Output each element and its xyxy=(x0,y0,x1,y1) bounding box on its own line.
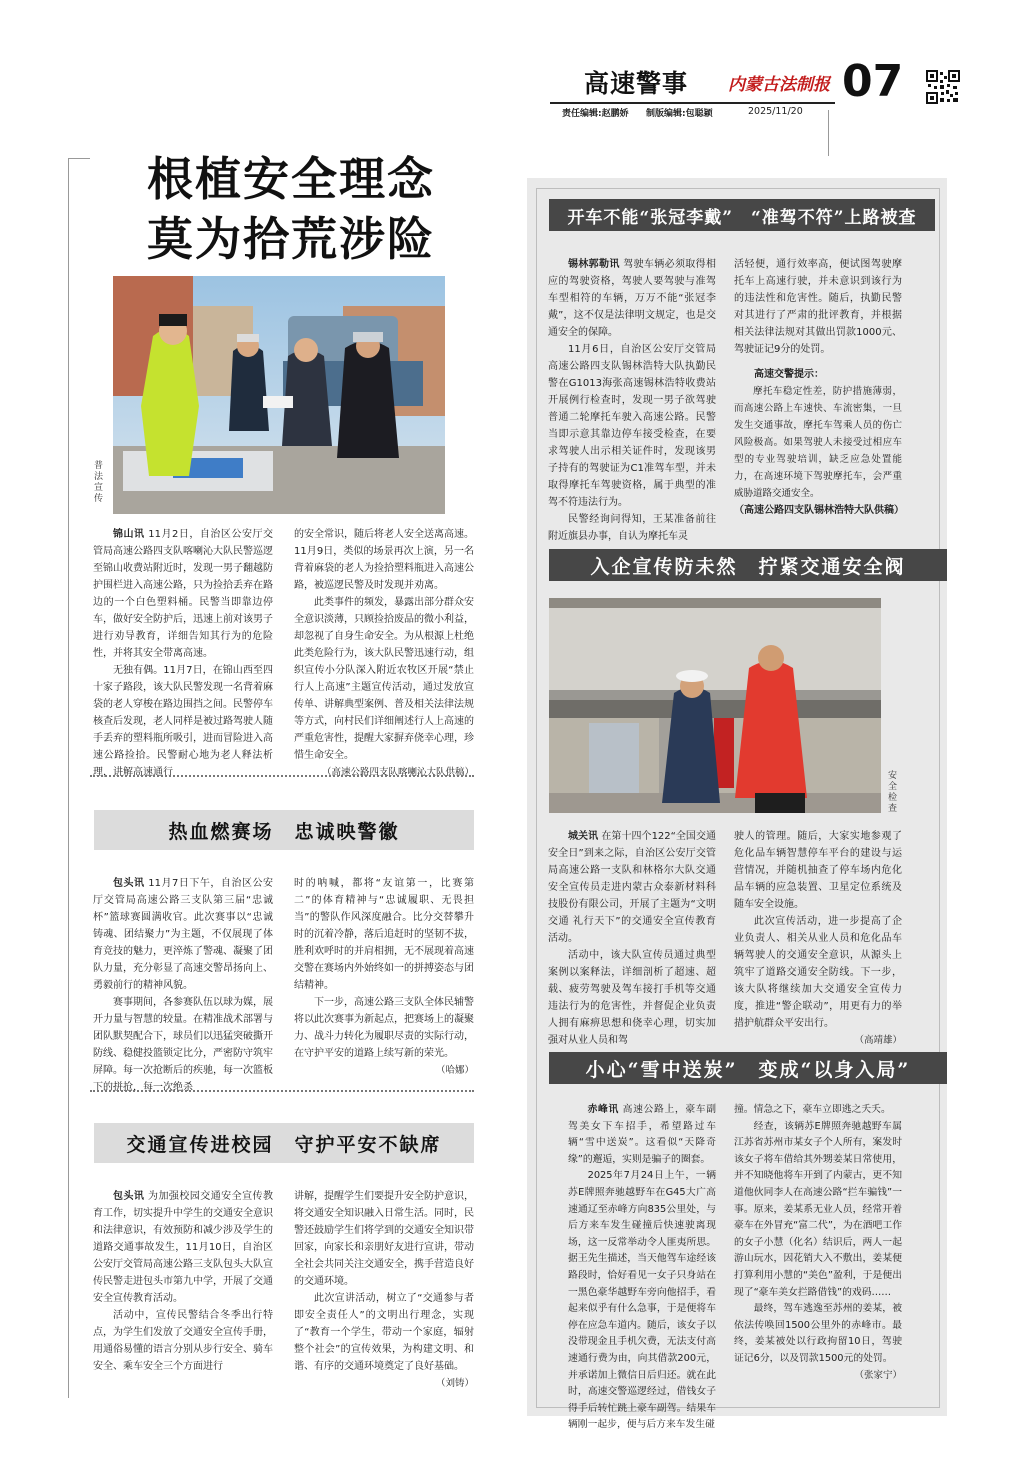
byline: 赤峰讯 xyxy=(587,1104,619,1115)
byline: 包头讯 xyxy=(113,1191,145,1202)
paragraph: 撞。情急之下，豪车立即逃之夭夭。 xyxy=(734,1104,891,1115)
credit: （高靖雄） xyxy=(854,1035,902,1046)
snow-col1 xyxy=(568,1102,716,1434)
paragraph: 最终，驾车逃逸至苏州的姜某，被依法传唤回1500公里外的赤峰市。最终，姜某被处以行政拘留10日，驾驶证记6分，以及罚款1500元的处罚。 xyxy=(734,1303,902,1364)
qr-code xyxy=(926,70,960,104)
paragraph: 驾驶车辆必须取得相应的驾驶资格，驾驶人要驾驶与准驾车型相符的车辆，万万不能“张冠李戴”，这不仅是法律明文规定，也是交通安全的保障。 xyxy=(548,259,716,338)
photo-caption-legal: 普法宣传 xyxy=(92,460,102,504)
school-headline: 交通宣传进校园 守护平安不缺席 xyxy=(94,1123,474,1163)
layout-editor: 制版编辑:包聪颖 xyxy=(646,109,713,119)
sport-col2 xyxy=(294,875,474,1079)
divider-dotted xyxy=(90,1090,474,1092)
paragraph: 的安全常识，随后将老人安全送离高速。11月9日，类似的场景再次上演，另一名背着麻袋的老人为捡拾塑料瓶进入高速公路，被巡逻民警及时发现并劝离。 xyxy=(294,529,474,591)
tip-title: 高速交警提示： xyxy=(754,369,824,380)
paragraph: 为加强校园交通安全宣传教育工作，切实提升中学生的交通安全意识和法律意识，有效预防和减少涉及学生的道路交通事故发生，11月10日，自治区公安厅交管局高速公路三支队包头大队宣传民警走进包头市第九中学，开展了交通安全宣传教育活动。 xyxy=(93,1191,274,1304)
page-header xyxy=(550,56,970,122)
license-col1 xyxy=(548,256,716,545)
paragraph: 活轻便，通行效率高，便试图驾驶摩托车上高速行驶，并未意识到该行为的违法性和危害性。随后，执勤民警对其进行了严肃的批评教育，并根据相关法律法规对其做出罚款1000元、驾驶证记9分的处罚。 xyxy=(734,259,902,355)
paragraph: 民警经询问得知，王某准备前往附近旗县办事，自认为摩托车灵 xyxy=(548,514,716,542)
photo-safety-inspection xyxy=(549,598,881,813)
byline: 包头讯 xyxy=(113,878,145,889)
paragraph: 赛事期间，各参赛队伍以球为媒，展开力量与智慧的较量。在精准战术部署与团队默契配合下，球员们以迅猛突破撕开防线、稳健投篮锁定比分，严密防守筑牢屏障。每一次抢断后的疾驰，每一次篮板下的拼抢，每一次绝杀 xyxy=(93,997,273,1093)
paragraph: 活动中，宣传民警结合冬季出行特点，为学生们发放了交通安全宣传手册，用通俗易懂的语言分别从步行安全、骑车安全、乘车安全三个方面进行 xyxy=(93,1310,273,1372)
school-col1 xyxy=(93,1188,273,1375)
main-article-col2 xyxy=(294,526,474,781)
paragraph: 此类事件的频发，暴露出部分群众安全意识淡薄，只顾捡拾废品的微小利益，却忽视了自身生命安全。为从根源上杜绝此类危险行为，该大队民警迅速行动，组织宣传小分队深入附近农牧区开展“禁止行人上高速”主题宣传活动，通过发放宣传单、讲解典型案例、普及相关法律法规等方式，向村民们详细阐述行人上高速的严重危害性，提醒大家摒弃侥幸心理，珍惜生命安全。 xyxy=(294,597,474,761)
right-frame-bracket xyxy=(828,110,829,156)
byline: 城关讯 xyxy=(568,831,599,842)
newspaper-logo: 内蒙古法制报 xyxy=(728,75,830,95)
enterprise-col2 xyxy=(734,828,902,1049)
paragraph: 下一步，高速公路三支队全体民辅警将以此次赛事为新起点，把赛场上的凝聚力、战斗力转化为履职尽责的实际行动，在守护平安的道路上续写新的荣光。 xyxy=(294,997,474,1059)
left-frame-vertical xyxy=(68,158,69,1398)
header-rule xyxy=(550,102,835,104)
headline-line2: 莫为拾荒涉险 xyxy=(147,212,435,266)
photo-caption-inspection: 安全检查 xyxy=(886,770,896,814)
credit: （哈娜） xyxy=(435,1065,474,1076)
paragraph: 11月6日，自治区公安厅交管局高速公路四支队锡林浩特大队执勤民警在G1013海张高速锡林浩特收费站开展例行检查时，发现一男子欲驾驶普通二轮摩托车驶入高速公路。民警当即示意其靠边停车接受检查，在要求驾驶人出示相关证件时，发现该男子持有的驾驶证为C1准驾车型，并未取得摩托车驾驶资格，属于典型的准驾不符违法行为。 xyxy=(548,344,716,508)
snow-col2 xyxy=(734,1102,902,1384)
issue-date: 2025/11/20 xyxy=(748,106,803,117)
paragraph: 时的呐喊，都将“友谊第一，比赛第二”的体育精神与“忠诚履职、无畏担当”的警队作风深度融合。比分交替攀升时的沉着冷静，落后追赶时的坚韧不拔，胜利欢呼时的并肩相拥，无不展现着高速交警在赛场内外始终如一的拼搏姿态与团结精神。 xyxy=(294,878,474,991)
paragraph: 驶人的管理。随后，大家实地参观了危化品车辆智慧停车平台的建设与运营情况，并随机抽查了停车场内危化品车辆的应急装置、卫星定位系统及随车安全设施。 xyxy=(734,831,902,910)
sport-col1 xyxy=(93,875,273,1096)
paragraph: 11月2日，自治区公安厅交管局高速公路四支队喀喇沁大队民警巡逻至锦山收费站附近时，发现一男子翻越防护围栏进入高速公路，只为捡拾丢弃在路边的一个白色塑料桶。民警当即靠边停车，做好安全防护后，迅速上前对该男子进行劝导教育，详细告知其行为的危险性，并将其安全带离高速。 xyxy=(93,529,273,659)
paragraph: 高速公路上，豪车副驾美女下车招手，希望路过车辆“雪中送炭”。这看似“天降奇缘”的邂逅，实则是骗子的圈套。 xyxy=(568,1104,716,1165)
credit: （高速公路四支队喀喇沁大队供稿） xyxy=(321,767,474,778)
paragraph: 无独有偶。11月7日，在锦山西至四十家子路段，该大队民警发现一名背着麻袋的老人穿梭在路边围挡之间。民警停车核查后发现，老人同样是被过路驾驶人随手丢弃的塑料瓶所吸引，进而冒险进入高速公路捡拾。民警耐心地为老人释法析理，讲解高速通行 xyxy=(93,665,273,778)
enterprise-col1 xyxy=(548,828,716,1049)
byline: 锡林郭勒讯 xyxy=(568,259,620,270)
divider-dotted xyxy=(90,775,474,777)
page-number: 07 xyxy=(842,56,904,107)
paragraph: 活动中，该大队宣传员通过典型案例以案释法，详细剖析了超速、超载、疲劳驾驶及驾车接打手机等交通违法行为的危害性，并督促企业负责人拥有麻痹思想和侥幸心理，切实加强对从业人员和驾 xyxy=(548,950,716,1046)
paragraph: 2025年7月24日上午，一辆苏E牌照奔驰越野车在G45大广高速通辽至赤峰方向835公里处，与后方来车发生碰撞后快速驶离现场，这一反常举动令人匪夷所思。据王先生描述，当天他驾车途经该路段时，恰好看见一女子只身站在一黑色豪华越野车旁向他招手，看起来似乎有什么急事，于是便将车停在应急车道内。随后，该女子以没带现金且手机欠费，无法支付高速通行费为由，向其借款200元，并承诺加上微信日后归还。就在此时，高速交警巡逻经过，借钱女子得手后转忙跳上豪车副驾。结果车辆刚一起步，便与后方来车发生碰 xyxy=(568,1170,716,1431)
editor: 责任编辑:赵鹏娇 xyxy=(562,109,629,119)
credit: （刘铸） xyxy=(435,1378,474,1389)
sport-headline: 热血燃赛场 忠诚映警徽 xyxy=(94,810,474,850)
paragraph: 此次宣传活动，进一步提高了企业负责人、相关从业人员和危化品车辆驾驶人的交通安全意识，从源头上筑牢了道路交通安全防线。下一步，该大队将继续加大交通安全宣传力度，推进“警企联动”，用更有力的举措护航群众平安出行。 xyxy=(734,916,902,1029)
credit: （高速公路四支队锡林浩特大队供稿） xyxy=(734,505,904,516)
paragraph: 在第十四个122“全国交通安全日”到来之际，自治区公安厅交管局高速公路一支队和林格尔大队交通安全宣传员走进内蒙古众泰新材料科技股份有限公司，开展了主题为“文明交通 礼行天下”的交通安全宣传教育活动。 xyxy=(548,831,717,944)
photo-legal-publicity xyxy=(113,276,445,514)
tip-body: 摩托车稳定性差，防护措施薄弱，而高速公路上车速快、车流密集，一旦发生交通事故，摩托车驾乘人员的伤亡风险极高。如果驾驶人未接受过相应车型的专业驾驶培训，缺乏应急处置能力，在高速环境下驾驶摩托车，会严重威胁道路交通安全。 xyxy=(734,386,902,499)
main-article-col1 xyxy=(93,526,273,781)
license-col2 xyxy=(734,256,902,519)
paragraph: 讲解，提醒学生们要提升安全防护意识，将交通安全知识融入日常生活。同时，民警还鼓励学生们将学到的交通安全知识带回家，向家长和亲朋好友进行宣讲，带动全社会共同关注交通安全，携手营造良好的交通环境。 xyxy=(294,1191,474,1287)
school-col2 xyxy=(294,1188,474,1392)
byline: 锦山讯 xyxy=(113,529,145,540)
credit: （张家宁） xyxy=(854,1369,902,1381)
enterprise-headline: 入企宣传防未然 拧紧交通安全阀 xyxy=(549,549,947,581)
paragraph: 11月7日下午，自治区公安厅交管局高速公路三支队第三届“忠诚杯”篮球赛圆满收官。此次赛事以“忠诚铸魂、团结聚力”为主题，不仅展现了体育竞技的魅力，更淬炼了警魂、凝聚了团队力量，充分彰显了高速交警昂扬向上、勇毅前行的精神风貌。 xyxy=(93,878,273,991)
headline-line1: 根植安全理念 xyxy=(147,152,435,206)
paragraph: 经查，该辆苏E牌照奔驰越野车属江苏省苏州市某女子个人所有，案发时该女子将车借给其外甥姜某日常使用，并不知晓他将车开到了内蒙古，更不知道他伙同李人在高速公路“拦车骗钱”一事。原来，姜某系无业人员，经常开着豪车在外冒充“富二代”，为在酒吧工作的女子小慧（化名）结识后，两人一起游山玩水，因花销大入不敷出，姜某便打算利用小慧的“美色”盈利，于是便出现了“豪车美女拦路借钱”的戏码…… xyxy=(734,1120,902,1298)
paragraph: 此次宣讲活动，树立了“交通参与者即安全责任人”的文明出行理念，实现了“教育一个学生，带动一个家庭，辐射整个社会”的宣传效果，为构建文明、和谐、有序的交通环境奠定了良好基础。 xyxy=(294,1293,474,1372)
license-headline: 开车不能“张冠李戴” “准驾不符”上路被查 xyxy=(549,199,935,231)
left-frame-top xyxy=(68,158,90,159)
section-name: 高速警事 xyxy=(584,69,689,98)
snow-headline: 小心“雪中送炭” 变成“以身入局” xyxy=(549,1052,947,1084)
